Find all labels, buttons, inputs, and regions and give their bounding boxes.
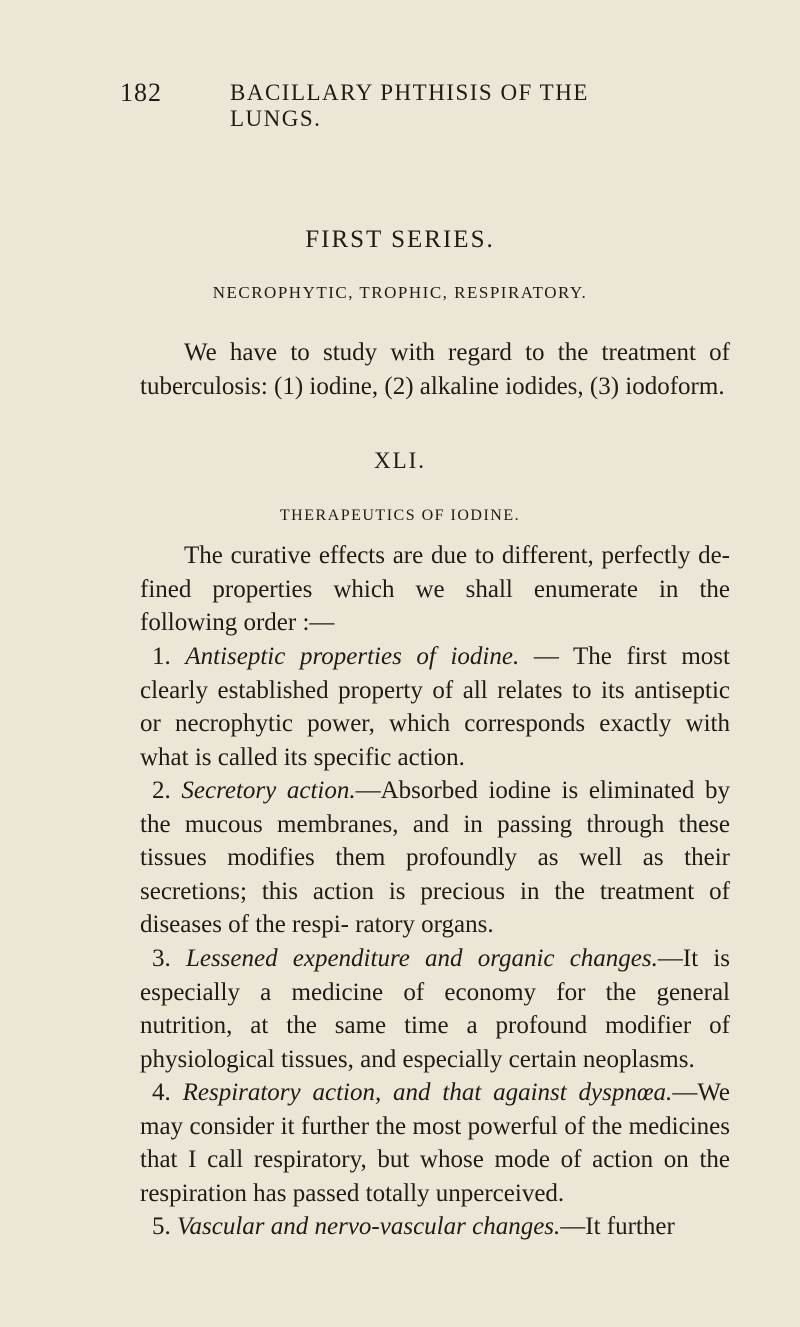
item-body: We may consider it further the most powerful of the medicines that I call respiratory, but whose mode of action on the respiration has passed totally unperceived.: [140, 1079, 731, 1207]
item-heading: Lessened expenditure and organic changes.: [185, 945, 658, 972]
item-heading: Vascular and nervo-vascular changes.: [177, 1213, 561, 1240]
list-item: [140, 1210, 730, 1244]
item-number: 2.: [152, 777, 171, 804]
item-number: 1.: [152, 643, 171, 670]
chapter-number: XLI.: [373, 448, 427, 473]
item-separator: —: [560, 1213, 586, 1240]
series-title: FIRST SERIES.: [305, 226, 495, 253]
item-heading: Secretory action.: [181, 777, 356, 804]
item-body: It further: [585, 1213, 675, 1240]
item-body: It is especially a medicine of economy for the general nutrition, at the same time a profound modifier of physiological tissues, and especially certain neoplasms.: [140, 945, 731, 1073]
list-item: [140, 640, 730, 774]
series-intro-paragraph: We have to study with regard to the treatment of tuberculosis: (1) iodine, (2) alkaline iodides, (3) iodoform.: [140, 339, 730, 400]
page-number: 182: [120, 78, 162, 107]
item-separator: —: [355, 777, 381, 804]
list-item: [140, 1076, 730, 1210]
running-title: BACILLARY PHTHISIS OF THE LUNGS.: [230, 80, 589, 131]
order-paragraph: The curative effects are due to different, perfectly de- fined properties which we shall enumerate in the following order :—: [140, 542, 730, 637]
series-subtitle: NECROPHYTIC, TROPHIC, RESPIRATORY.: [212, 283, 588, 302]
item-separator: —: [657, 945, 683, 972]
item-body: Absorbed iodine is eliminated by the mucous membranes, and in passing through these tissues modifies them profoundly as well as their secretions; this action is precious in the treatment of diseases of the respi- ratory organs.: [140, 777, 730, 939]
chapter-title: THERAPEUTICS OF IODINE.: [279, 507, 521, 524]
item-heading: Antiseptic properties of iodine.: [185, 643, 520, 670]
item-number: 3.: [152, 945, 171, 972]
list-item: [140, 774, 730, 942]
item-number: 5.: [152, 1213, 171, 1240]
item-heading: Respiratory action, and that against dyspnœa.: [182, 1079, 673, 1106]
item-body: The first most clearly established property of all relates to its antiseptic or necrophytic power, which corresponds exactly with what is called its specific action.: [140, 643, 730, 771]
list-item: [140, 942, 730, 1076]
item-separator: —: [672, 1079, 698, 1106]
item-separator: —: [519, 643, 573, 670]
item-number: 4.: [152, 1079, 171, 1106]
